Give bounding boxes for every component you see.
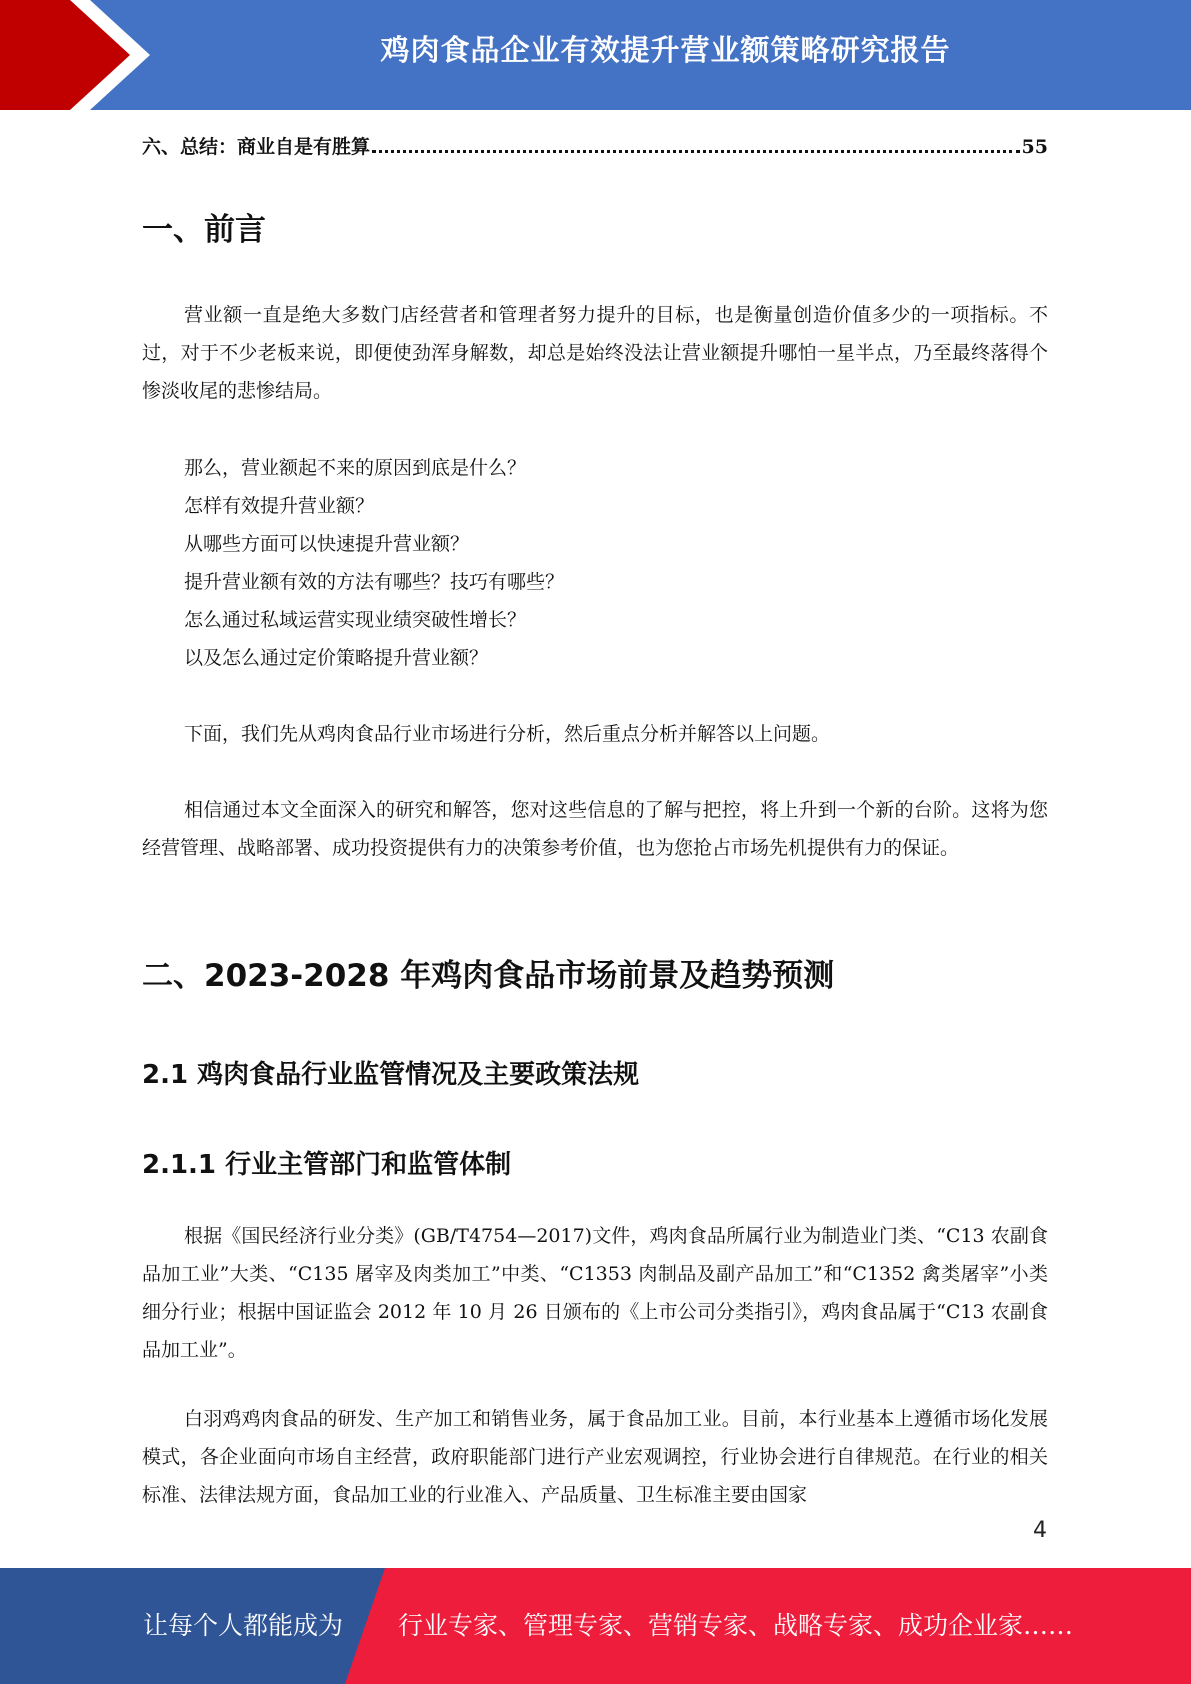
heading-market-outlook: 二、2023-2028 年鸡肉食品市场前景及趋势预测 [142, 958, 835, 994]
report-title: 鸡肉食品企业有效提升营业额策略研究报告 [380, 33, 951, 67]
toc-entry-page: 55 [1021, 136, 1048, 158]
list-item: 那么，营业额起不来的原因到底是什么？ [184, 457, 527, 479]
list-item: 从哪些方面可以快速提升营业额？ [184, 533, 470, 555]
paragraph-regulation-2: 白羽鸡鸡肉食品的研发、生产加工和销售业务，属于食品加工业。目前，本行业基本上遵循市场化发展模式，各企业面向市场自主经营，政府职能部门进行产业宏观调控，行业协会进行自律规范。在行业的相关标准、法律法规方面，食品加工业的行业准入、产品质量、卫生标准主要由国家 [142, 1408, 1048, 1506]
list-item: 以及怎么通过定价策略提升营业额？ [184, 647, 489, 669]
question-list [184, 449, 564, 677]
toc-leader-dots [372, 150, 1020, 153]
list-item: 怎样有效提升营业额？ [184, 495, 375, 517]
page-footer [0, 1568, 1191, 1684]
paragraph-preface-3: 相信通过本文全面深入的研究和解答，您对这些信息的了解与把控，将上升到一个新的台阶。这将为您经营管理、战略部署、成功投资提供有力的决策参考价值，也为您抢占市场先机提供有力的保证。 [142, 799, 1048, 859]
page-number: 4 [1033, 1518, 1047, 1543]
paragraph-preface-2: 下面，我们先从鸡肉食品行业市场进行分析，然后重点分析并解答以上问题。 [184, 723, 831, 745]
footer-slogan-left: 让每个人都能成为 [143, 1611, 344, 1640]
heading-section-2-1: 2.1 鸡肉食品行业监管情况及主要政策法规 [142, 1060, 640, 1090]
footer-slogan-right: 行业专家、管理专家、营销专家、战略专家、成功企业家…… [398, 1611, 1074, 1640]
list-item: 怎么通过私域运营实现业绩突破性增长？ [184, 609, 527, 631]
page-header [0, 0, 1191, 110]
paragraph-preface-1: 营业额一直是绝大多数门店经营者和管理者努力提升的目标，也是衡量创造价值多少的一项指标。不过，对于不少老板来说，即便使劲浑身解数，却总是始终没法让营业额提升哪怕一星半点，乃至最终落得个惨淡收尾的悲惨结局。 [142, 304, 1048, 402]
heading-section-2-1-1: 2.1.1 行业主管部门和监管体制 [142, 1150, 512, 1180]
paragraph-regulation-1: 根据《国民经济行业分类》(GB/T4754—2017)文件，鸡肉食品所属行业为制造业门类、“C13 农副食品加工业”大类、“C135 屠宰及肉类加工”中类、“C1353 肉制品及副产品加工”和“C1352 禽类屠宰”小类细分行业；根据中国证监会 2012 年 10 月 26 日颁布的《上市公司分类指引》，鸡肉食品属于“C13 农副食品加工业”。 [142, 1225, 1048, 1361]
toc-entry[interactable] [142, 132, 1048, 159]
heading-preface: 一、前言 [142, 212, 266, 248]
toc-entry-label: 六、总结：商业自是有胜算 [142, 136, 371, 158]
list-item: 提升营业额有效的方法有哪些？技巧有哪些？ [184, 571, 565, 593]
